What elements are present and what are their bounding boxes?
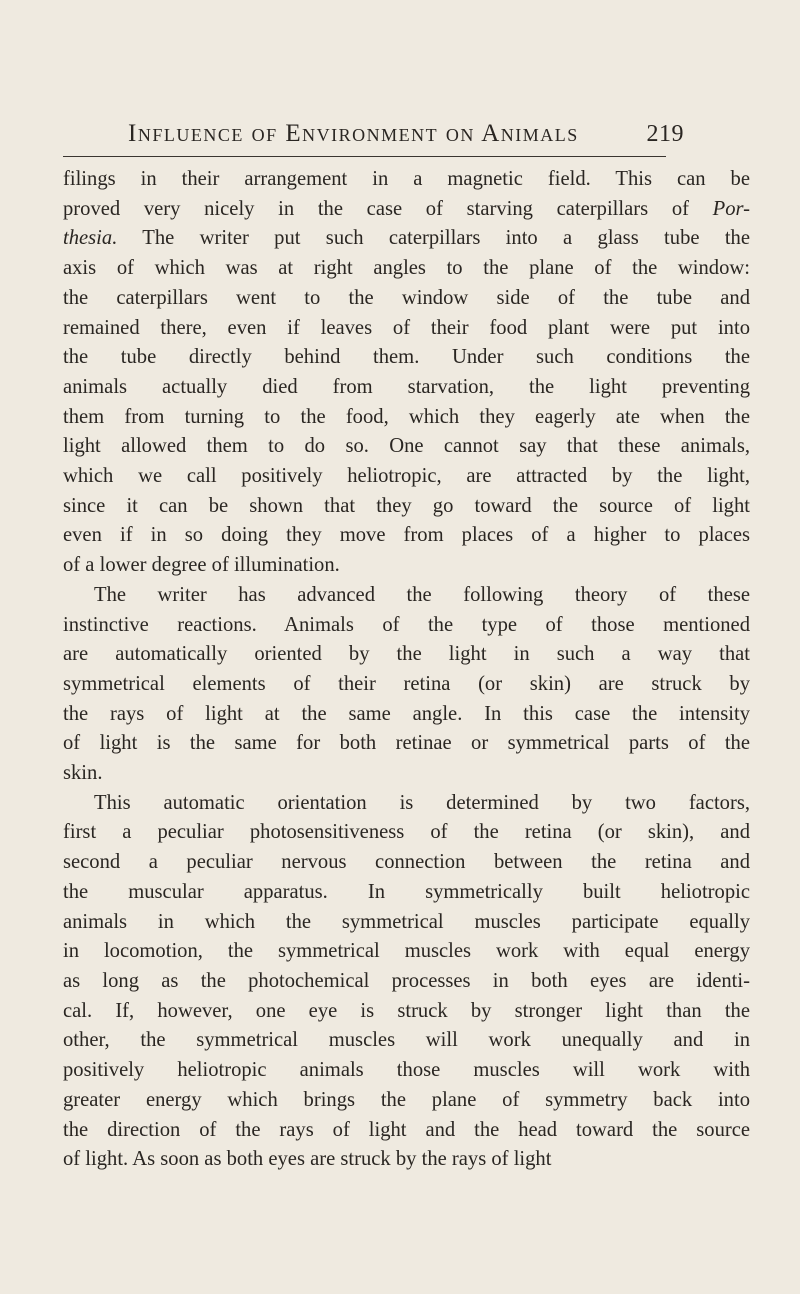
text-line: This automatic orientation is determined by two factors, — [94, 791, 750, 814]
running-head — [128, 117, 684, 151]
text-line: The writer has advanced the following theory of these — [94, 583, 750, 606]
text-line: remained there, even if leaves of their food plant were put into — [63, 316, 750, 339]
text-line: as long as the photochemical processes in both eyes are identi- — [63, 969, 750, 992]
text-line: even if in so doing they move from places of a higher to places — [63, 524, 750, 547]
text-line: greater energy which brings the plane of symmetry back into — [63, 1088, 750, 1111]
text-line: the direction of the rays of light and the head toward the source — [63, 1118, 750, 1141]
text-line: which we call positively heliotropic, are attracted by the light, — [63, 465, 750, 488]
paragraph — [63, 789, 750, 1175]
text-line: proved very nicely in the case of starving caterpillars of Por- — [63, 197, 750, 220]
text-line: them from turning to the food, which they eagerly ate when the — [63, 405, 750, 428]
text-line: other, the symmetrical muscles will work unequally and in — [63, 1029, 750, 1052]
running-title: Influence of Environment on Animals — [128, 120, 579, 147]
header-rule — [63, 156, 666, 157]
text-line: are automatically oriented by the light in such a way that — [63, 643, 750, 666]
text-line: the rays of light at the same angle. In this case the intensity — [63, 702, 750, 725]
paragraph — [63, 581, 750, 789]
text-line: the tube directly behind them. Under such conditions the — [63, 346, 750, 369]
text-line: thesia. The writer put such caterpillars into a glass tube the — [63, 227, 750, 250]
text-line: cal. If, however, one eye is struck by stronger light than the — [63, 999, 750, 1022]
paragraph — [63, 165, 750, 581]
text-line: animals in which the symmetrical muscles participate equally — [63, 910, 750, 933]
genus-name: thesia. — [63, 227, 118, 250]
page-number: 219 — [646, 121, 684, 147]
text-line: positively heliotropic animals those muscles will work with — [63, 1059, 750, 1082]
text-line: symmetrical elements of their retina (or skin) are struck by — [63, 672, 750, 695]
text-line: the muscular apparatus. In symmetrically built heliotropic — [63, 880, 750, 903]
text-line: second a peculiar nervous connection between the retina and — [63, 851, 750, 874]
text-line: of a lower degree of illumination. — [63, 554, 340, 577]
body-text — [63, 165, 750, 1175]
text-line: first a peculiar photosensitiveness of the retina (or skin), and — [63, 821, 750, 844]
text-line: skin. — [63, 762, 103, 785]
text-line: axis of which was at right angles to the plane of the window: — [63, 257, 750, 280]
text-line: of light is the same for both retinae or symmetrical parts of the — [63, 732, 750, 755]
text-line: light allowed them to do so. One cannot say that these animals, — [63, 435, 750, 458]
text-line: instinctive reactions. Animals of the type of those mentioned — [63, 613, 750, 636]
text-line: since it can be shown that they go toward the source of light — [63, 494, 750, 517]
genus-name: Por- — [712, 197, 750, 220]
text-line: of light. As soon as both eyes are struck by the rays of light — [63, 1148, 552, 1171]
text-line: in locomotion, the symmetrical muscles work with equal energy — [63, 940, 750, 963]
text-line: the caterpillars went to the window side of the tube and — [63, 286, 750, 309]
text-line: animals actually died from starvation, the light preventing — [63, 375, 750, 398]
text-line: filings in their arrangement in a magnetic field. This can be — [63, 168, 750, 190]
